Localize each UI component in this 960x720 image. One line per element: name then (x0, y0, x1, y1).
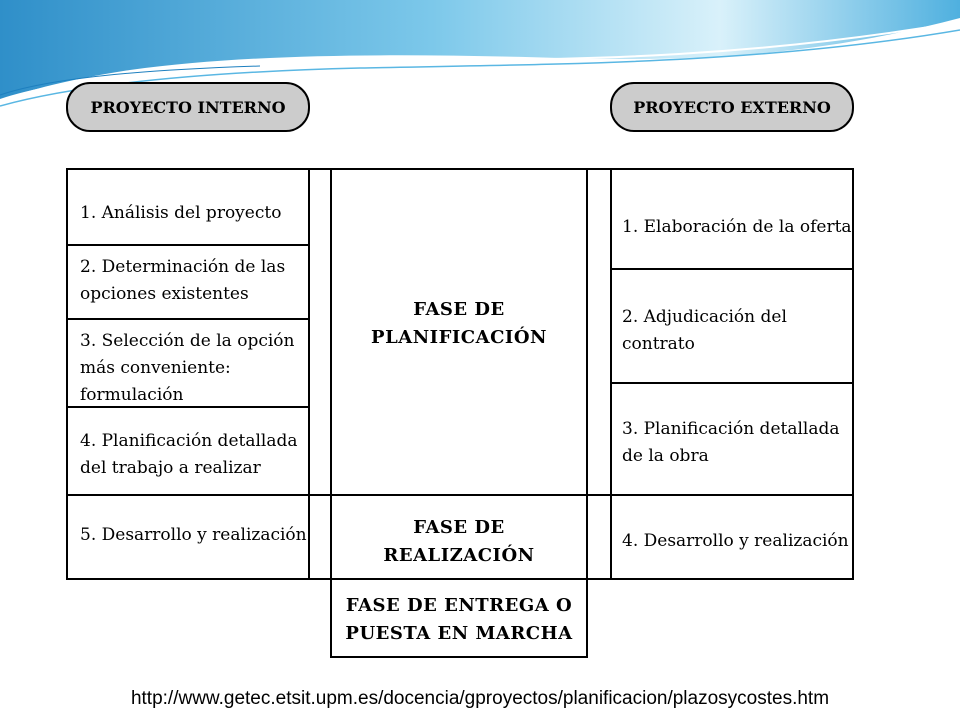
external-step-2: 2. Adjudicación del contrato (622, 307, 787, 354)
external-step-3: 3. Planificación detallada de la obra (622, 419, 840, 466)
internal-step-5: 5. Desarrollo y realización (80, 525, 307, 545)
internal-step-2: 2. Determinación de las opciones existentes (80, 257, 286, 304)
external-step-1: 1. Elaboración de la oferta (622, 217, 852, 237)
execution-phase-label: FASE DE REALIZACIÓN (383, 517, 535, 566)
right-connector-column (586, 494, 612, 580)
right-connector-column (586, 168, 612, 496)
internal-step-3: 3. Selección de la opción más conveniente: formulación (80, 331, 295, 405)
internal-step-4: 4. Planificación detallada del trabajo a realizar (80, 431, 298, 478)
internal-step-1: 1. Análisis del proyecto (80, 203, 282, 223)
left-connector-column (308, 168, 332, 496)
external-step-4: 4. Desarrollo y realización (622, 531, 849, 551)
planning-phase-label: FASE DE PLANIFICACIÓN (371, 299, 547, 348)
external-project-header: PROYECTO EXTERNO (610, 82, 854, 132)
internal-project-header: PROYECTO INTERNO (66, 82, 310, 132)
source-url-link[interactable]: http://www.getec.etsit.upm.es/docencia/gproyectos/planificacion/plazosycostes.htm (130, 688, 830, 709)
left-connector-column (308, 494, 332, 580)
delivery-phase-label: FASE DE ENTREGA O PUESTA EN MARCHA (345, 595, 573, 644)
